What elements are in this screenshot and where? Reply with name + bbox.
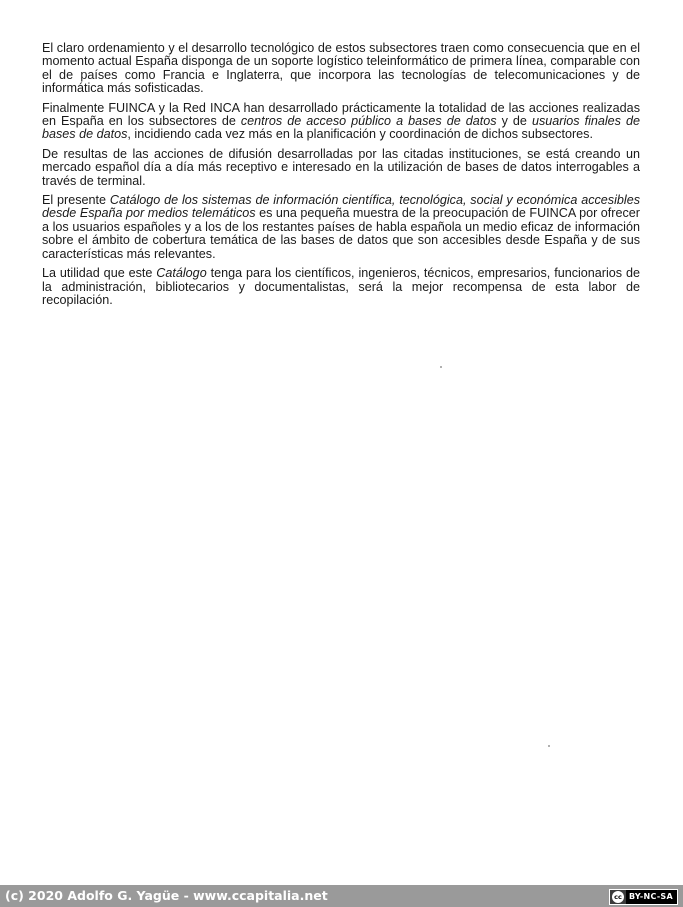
text-run: , incidiendo cada vez más en la planificación y coordinación de dichos subsectores. <box>127 127 593 142</box>
cc-icon: cc <box>612 891 624 903</box>
italic-text: Catálogo <box>156 266 207 281</box>
scan-speck <box>440 366 442 368</box>
text-run: El presente <box>42 193 110 208</box>
italic-text: usuarios finales de bases de datos <box>42 114 641 142</box>
text-run: tenga para los científicos, ingenieros, técnicos, empresarios, funcionarios de la administración, bibliotecarios y documentalistas, será la mejor recompensa de esta labor de recopilación. <box>42 266 640 307</box>
italic-text: centros de acceso público a bases de datos <box>240 114 497 129</box>
license-label: BY-NC-SA <box>626 890 677 904</box>
text-run: De resultas de las acciones de difusión desarrolladas por las citadas instituciones, se está creando un mercado español día a día más receptivo e interesado en la utilización de bases de datos interrogables a través de terminal. <box>42 146 640 188</box>
license-badge[interactable] <box>609 889 678 905</box>
italic-text: Catálogo de los sistemas de información científica, tecnológica, social y económica accesibles desde España por medios telemáticos <box>42 193 640 221</box>
paragraph <box>42 42 640 96</box>
paragraph <box>42 194 640 261</box>
text-run: y de <box>496 114 532 129</box>
text-run: La utilidad que este <box>42 266 157 281</box>
body-text <box>42 42 640 313</box>
paragraph <box>42 267 640 307</box>
text-run: es una pequeña muestra de la preocupación de FUINCA por ofrecer a los usuarios españoles y a los de los restantes países de habla española un medio eficaz de información sobre el ámbito de cobertura temática de las bases de datos que son accesibles desde España y de sus características más relevantes. <box>42 206 640 261</box>
text-run: El claro ordenamiento y el desarrollo tecnológico de estos subsectores traen como consecuencia que en el momento actual España disponga de un soporte logístico teleinformático de primera línea, comparable con el de países como Francia e Inglaterra, que incorpora las tecnologías de telecomunicaciones y de informática más sofisticadas. <box>42 41 640 96</box>
footer-bar <box>0 885 683 907</box>
text-run: Finalmente FUINCA y la Red INCA han desarrollado prácticamente la totalidad de las acciones realizadas en España en los subsectores de <box>42 100 640 129</box>
paragraph <box>42 102 640 142</box>
copyright-credit: (c) 2020 Adolfo G. Yagüe - www.ccapitalia.net <box>5 888 328 903</box>
scan-speck <box>548 745 550 747</box>
paragraph <box>42 148 640 188</box>
